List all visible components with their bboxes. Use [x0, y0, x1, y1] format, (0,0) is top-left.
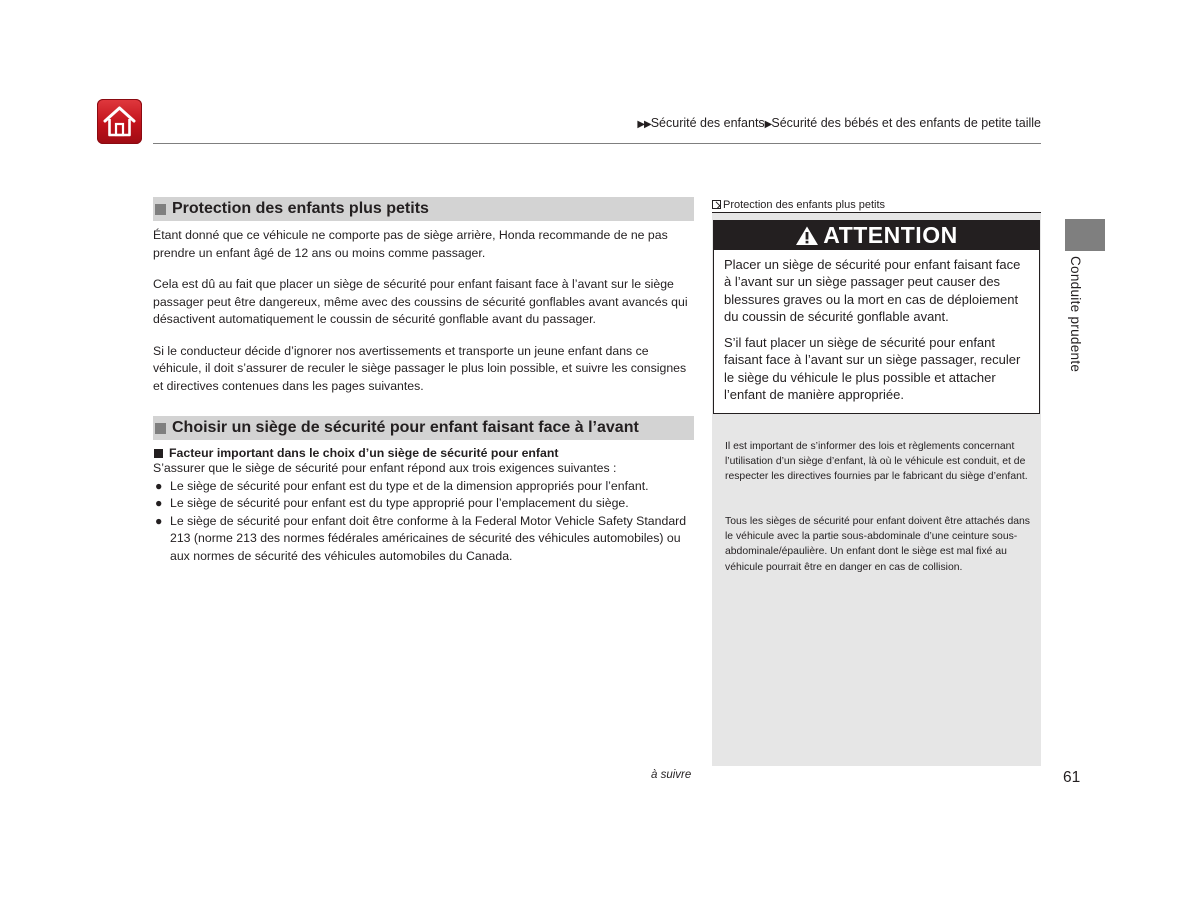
section-heading-forward-facing-seat [153, 416, 694, 440]
requirements-list [153, 478, 694, 566]
breadcrumb [637, 116, 1041, 130]
warning-header [714, 221, 1039, 250]
main-column [153, 197, 694, 565]
subheading [153, 446, 694, 460]
section-heading-text: Protection des enfants plus petits [172, 200, 429, 217]
list-item [153, 478, 694, 496]
paragraph: Si le conducteur décide d’ignorer nos avertissements et transporte un jeune enfant dans ce véhicule, il doit s’assurer de reculer le siège passager le plus loin possible, et suivre les consignes et directives contenues dans les pages suivantes. [153, 343, 687, 393]
paragraph: Cela est dû au fait que placer un siège de sécurité pour enfant faisant face à l’avant sur le siège passager peut être dangereux, même avec des coussins de sécurité gonflables avant avancés qui désactivent automatiquement le coussin de sécurité gonflable avant du passager. [153, 277, 688, 326]
house-glyph [103, 105, 136, 138]
list-item-text: Le siège de sécurité pour enfant doit être conforme à la Federal Motor Vehicle Safety Standard 213 (norme 213 des normes fédérales américaines de sécurité des véhicules automobiles) ou aux normes de sécurité des véhicules automobiles du Canada. [170, 513, 687, 563]
sidebar-notes [712, 197, 1041, 766]
subheading-text: Facteur important dans le choix d’un siège de sécurité pour enfant [169, 446, 559, 460]
subheading-square-icon [154, 449, 163, 458]
breadcrumb-current-page: Sécurité des bébés et des enfants de petite taille [771, 116, 1041, 130]
breadcrumb-link-child-safety[interactable]: Sécurité des enfants [650, 116, 765, 130]
breadcrumb-arrow-icon: ▶ [764, 119, 772, 130]
warning-paragraph: S’il faut placer un siège de sécurité pour enfant faisant face à l’avant sur un siège passager, reculer le siège du véhicule le plus possible et attacher l’enfant de manière appropriée. [724, 335, 1021, 403]
paragraph: S’assurer que le siège de sécurité pour enfant répond aux trois exigences suivantes : [153, 461, 617, 475]
chapter-tab-label: Conduite prudente [1068, 256, 1083, 373]
sidebar-title-text: Protection des enfants plus petits [723, 198, 886, 211]
sidebar-title [712, 197, 1041, 213]
sidebar-note: Tous les sièges de sécurité pour enfant doivent être attachés dans le véhicule avec la partie sous-abdominale d’une ceinture sous-abdominale/épaulière. Un enfant dont le siège est mal fixé au véhicule pourrait être en danger en cas de collision. [725, 516, 1030, 573]
warning-triangle-icon [795, 225, 819, 246]
section-heading-smaller-children [153, 197, 694, 221]
heading-square-icon [155, 204, 166, 215]
warning-label: ATTENTION [823, 222, 958, 248]
header-divider [153, 143, 1041, 144]
warning-paragraph: Placer un siège de sécurité pour enfant faisant face à l’avant sur un siège passager peut causer des blessures graves ou la mort en cas de déploiement du coussin de sécurité gonflable avant. [724, 257, 1021, 324]
heading-square-icon [155, 423, 166, 434]
list-item-text: Le siège de sécurité pour enfant est du type et de la dimension appropriés pour l’enfant. [170, 478, 649, 493]
chapter-tab[interactable] [1065, 219, 1105, 251]
sidebar-note: Il est important de s’informer des lois et règlements concernant l’utilisation d’un siège d’enfant, là où le véhicule est conduit, et de respecter les directives fournies par le fabricant du siège d’enfant. [725, 441, 1028, 483]
bullet-icon: ● [155, 496, 163, 510]
home-icon[interactable] [97, 99, 142, 144]
bullet-icon: ● [155, 513, 163, 528]
continued-label: à suivre [651, 769, 692, 781]
list-item-text: Le siège de sécurité pour enfant est du type approprié pour l’emplacement du siège. [170, 496, 629, 510]
list-item [153, 513, 694, 566]
paragraph: Étant donné que ce véhicule ne comporte pas de siège arrière, Honda recommande de ne pas prendre un enfant âgé de 12 ans ou moins comme passager. [153, 228, 668, 260]
breadcrumb-arrow-icon: ▶▶ [637, 119, 651, 130]
bullet-icon: ● [155, 478, 163, 493]
section-heading-text: Choisir un siège de sécurité pour enfant faisant face à l’avant [172, 419, 639, 436]
list-item [153, 495, 694, 513]
warning-body [714, 250, 1039, 413]
page-number: 61 [1063, 769, 1081, 786]
warning-box [713, 220, 1040, 414]
reference-arrow-icon [712, 200, 721, 209]
